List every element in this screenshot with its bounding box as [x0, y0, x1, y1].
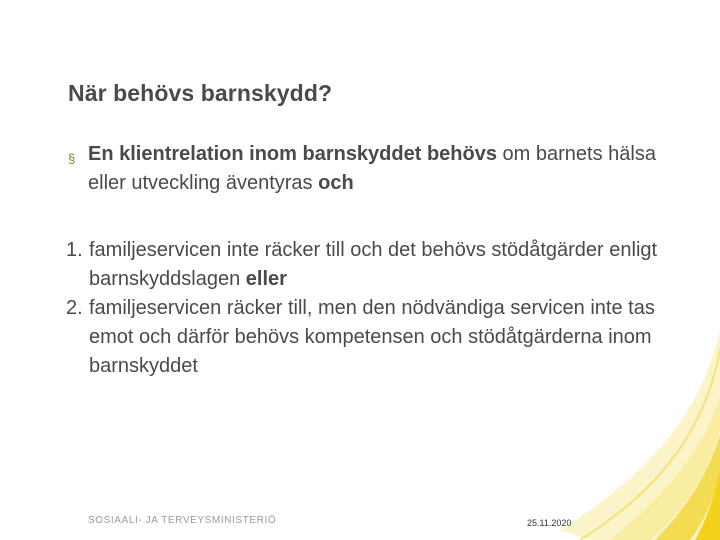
- page-title: När behövs barnskydd?: [68, 80, 333, 106]
- bullet-plain-text: om barnets hälsa eller utveckling äventyras: [88, 143, 656, 194]
- list-item-number: 1.: [66, 239, 83, 261]
- bullet-marker: §: [68, 151, 76, 166]
- footer-organization: SOSIAALI- JA TERVEYSMINISTERIÖ: [88, 515, 277, 526]
- footer-date: 25.11.2020: [527, 518, 572, 528]
- bullet-item: [68, 140, 668, 198]
- list-item-bold-end: eller: [245, 268, 287, 290]
- list-item-number: 2.: [66, 297, 83, 319]
- list-item-text: familjeservicen räcker till, men den nödvändiga servicen inte tas emot och därför behövs kompetensen och stödåtgärderna inom barnskyddet: [89, 297, 655, 377]
- list-item-text: familjeservicen inte räcker till och det behövs stödåtgärder enligt barnskyddslagen: [89, 239, 658, 290]
- list-item: [66, 294, 686, 381]
- numbered-list: [66, 236, 686, 381]
- bullet-bold-end: och: [318, 172, 354, 194]
- bullet-text: [88, 140, 668, 198]
- list-item: [66, 236, 686, 294]
- bullet-bold-text: En klientrelation inom barnskyddet behövs: [88, 143, 497, 165]
